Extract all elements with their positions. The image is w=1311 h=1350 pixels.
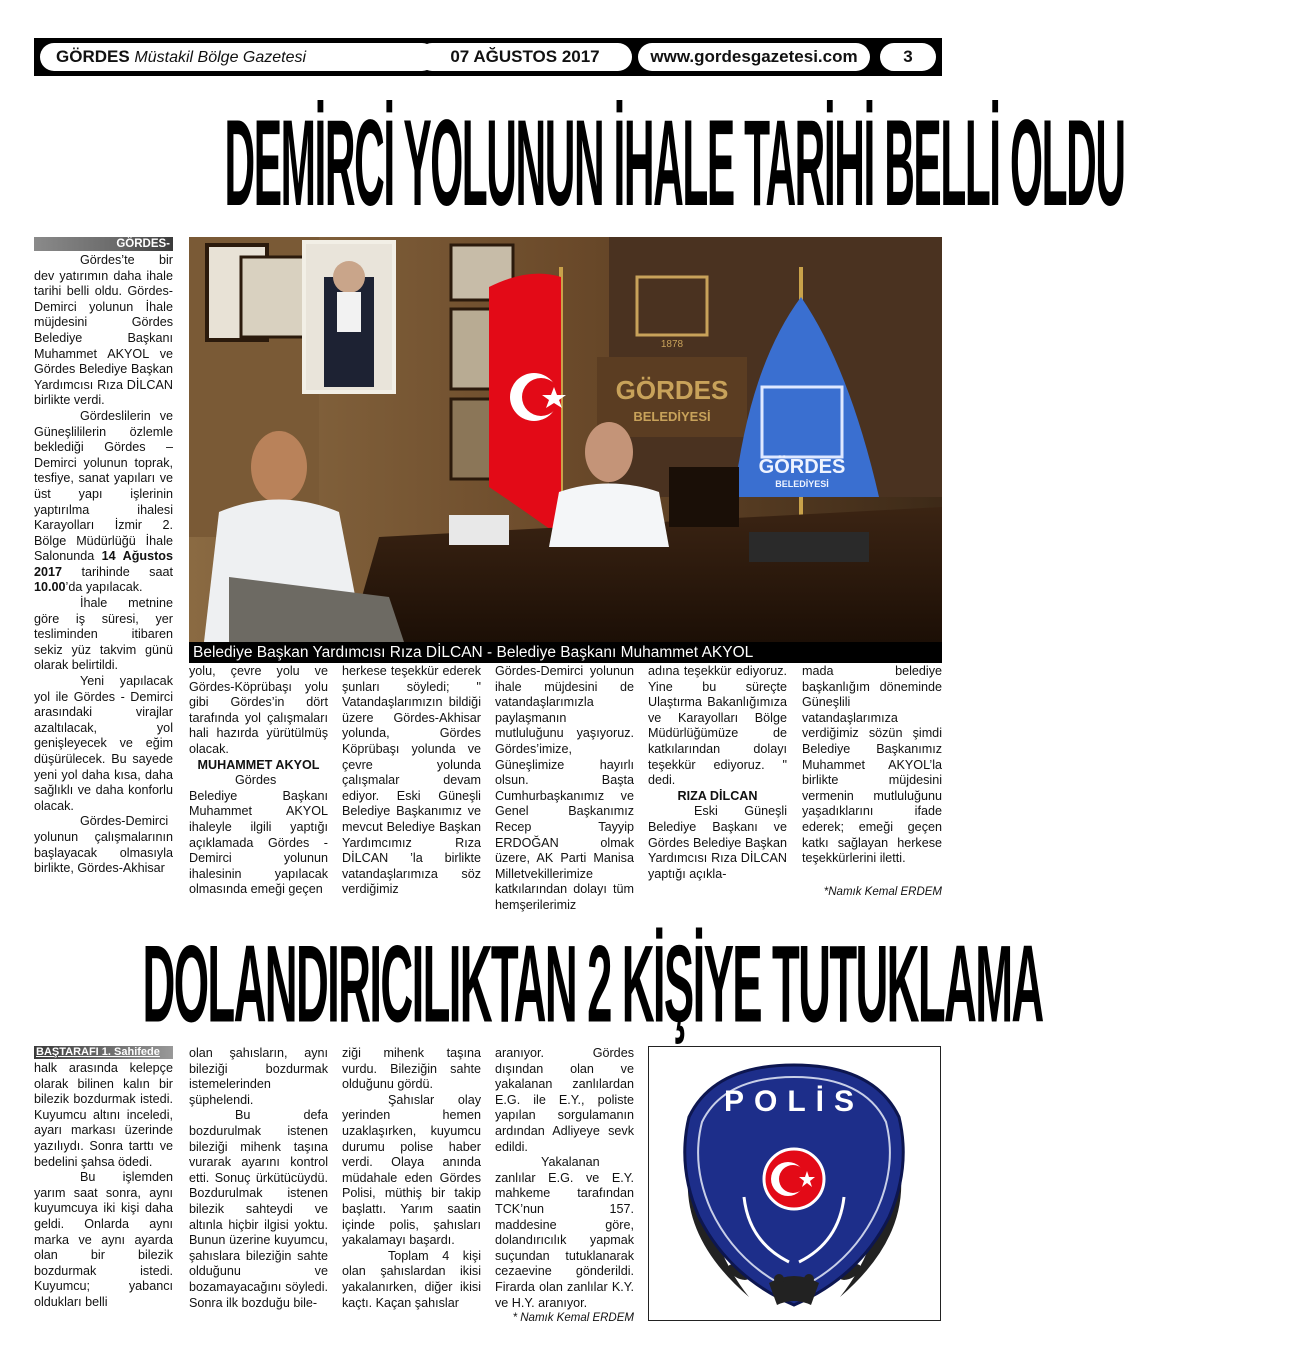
article1-paragraph: yolu, çevre yolu ve Gördes-Köprübaşı yolu gibi Gördes’in dört tarafında yol çalışmaları hali hazırda yürütülmüş olacak. <box>189 664 328 756</box>
article2-paragraph: Şahıslar olay yerinden hemen uzaklaşırken, kuyumcu durumu polise haber verdi. Olaya anında müdahale eden Gördes Polisi, müthiş bir takip başlattı. Yarım saatin içinde polis, şahısları yakalamayı başardı. <box>342 1092 481 1248</box>
article1-dateline: GÖRDES- <box>34 237 173 251</box>
article2-author-credit: * Namık Kemal ERDEM <box>512 1312 634 1325</box>
text-run: ’da yapılacak. <box>65 580 143 595</box>
continued-from-label <box>34 1046 173 1059</box>
article1-paragraph: Yeni yapılacak yol ile Gördes - Demirci arasındaki virajlar azaltılacak, yol genişleyecek ve eğim düşürülecek. Bu sayede yeni yol daha kısa, daha sağlıklı ve daha konforlu olacak. <box>34 674 173 813</box>
article1-column-3 <box>342 664 481 898</box>
police-badge-image <box>648 1046 941 1321</box>
sign-text-gordes: GÖRDES <box>615 375 729 405</box>
article1-paragraph: Gördes’te bir dev yatırımın daha ihale tarihi belli oldu. Gördes-Demirci yolunun İhale müjdesini Gördes Belediye Başkanı Muhammet AKYOL ve Gördes Belediye Başkan Yardımcısı Rıza DİLCAN birlikte verdi. <box>34 253 173 408</box>
article1-column-2 <box>189 664 328 898</box>
text-run: Gördeslilerin ve Güneşlililerin özlemle beklediği Gördes – Demirci yolunun toprak, tesfiye, sanat yapıları ve üst yapı işlerinin yaptırılma ihalesi Karayolları İzmir 2. Bölge Müdürlüğü İhale Salonunda <box>34 408 173 564</box>
article2-headline-text: DOLANDIRICILIKTAN 2 KİŞİYE TUTUKLAMA <box>142 921 1043 1045</box>
article2-paragraph: Bu işlemden yarım saat sonra, aynı kuyumcuya iki kişi daha geldi. Onlarda aynı marka ve aynı ayarda olan bir bilezik bozdurmak istedi. Kuyumcu; yabancı oldukları belli <box>34 1170 173 1309</box>
article1-headline <box>38 92 1125 232</box>
article2-paragraph: Bu defa bozdurulmak istenen bileziği mihenk taşına vurarak ayarını kontrol etti. Sonuç ürkütücüydü. Bozdurulmak istenen bilezik sahteydi ve altınla hiçbir ilgisi yoktu. Bunun üzerine kuyumcu, şahıslara bileziğin sahte olduğunu ve bozamayacağını söyledi. Sonra ilk bozduğu bile- <box>189 1108 328 1310</box>
page-number: 3 <box>880 43 936 71</box>
article2-paragraph: ziği mihenk taşına vurdu. Bileziğin sahte olduğunu gördü. <box>342 1046 481 1092</box>
subhead-dilcan: RIZA DİLCAN <box>677 788 758 803</box>
article1-headline-text: DEMİRCİ YOLUNUN İHALE TARİHİ BELLİ OLDU <box>224 94 1125 232</box>
subhead-akyol: MUHAMMET AKYOL <box>197 757 320 772</box>
office-photo-illustration <box>189 237 942 663</box>
flag-text-gordes: GÖRDES <box>758 456 846 478</box>
article2-paragraph: Yakalanan zanlılar E.G. ve E.Y. mahkeme tarafından TCK’nun 157. maddesine göre, dolandırıcılık yapmak suçundan tutuklanarak cezaevine gönderildi. Firarda olan zanlılar K.Y. ve H.Y. aranıyor. <box>495 1155 634 1310</box>
sign-text-belediyesi: BELEDİYESİ <box>633 409 711 424</box>
article1-paragraph: Gördes Belediye Başkanı Muhammet AKYOL ihaleyle ilgili yaptığı açıklamada Gördes - Demirci yolunun ihalesinin yapılacak olmasında emeği geçen <box>189 773 328 897</box>
issue-date: 07 AĞUSTOS 2017 <box>418 43 632 71</box>
article2-column-2 <box>189 1046 328 1311</box>
article2-paragraph: aranıyor. Gördes dışından olan ve yakalanan zanlılardan E.G. ile E.Y., poliste yapılan sorgulamanın ardından Adliyeye sevk edildi. <box>495 1046 634 1154</box>
article1-paragraph: Gördes-Demirci yolunun ihale müjdesini de vatandaşlarımızla paylaşmanın mutluluğunu yaşıyoruz. Gördes’imize, Güneşlimize hayırlı olsun. Başta Cumhurbaşkanımız ve Genel Başkanımız Recep Tayyip ERDOĞAN olmak üzere, AK Parti Manisa Milletvekillerimize katkılarından dolayı tüm hemşerilerimiz <box>495 664 634 912</box>
tender-date: 14 Ağustos 2017 <box>34 549 173 579</box>
article1-photo <box>189 237 942 663</box>
newspaper-title <box>40 43 436 71</box>
sign-text-year: 1878 <box>660 339 684 350</box>
article2-headline <box>38 920 1043 1045</box>
article2-paragraph: halk arasında kelepçe olarak bilinen kalın bir bilezik bozdurmak istedi. Kuyumcu altını inceledi, ayarı markası üzerinde yazılıydı. Sonra tarttı ve bedelini şahsa ödedi. <box>34 1061 173 1169</box>
article1-column-6 <box>802 664 942 900</box>
article1-paragraph: herkese teşekkür ederek şunları söyledi; " Vatandaşlarımızın bildiği üzere Gördes-Akhisar yolunda, Gördes Köprübaşı yolunda ve çevre yolunda çalışmalar devam ediyor. Eski Güneşli Belediye Başkanımız ve mevcut Belediye Başkan Yardımcımız Rıza DİLCAN ’la birlikte vatandaşlarımıza söz verdiğimiz <box>342 664 481 897</box>
article1-paragraph: Eski Güneşli Belediye Başkanı ve Gördes Belediye Başkan Yardımcısı Rıza DİLCAN yaptığı açıkla- <box>648 804 787 881</box>
flag-text-belediyesi: BELEDİYESİ <box>775 479 829 489</box>
article1-column-5 <box>648 664 787 882</box>
article1-paragraph: adına teşekkür ediyoruz. Yine bu süreçte Ulaştırma Bakanlığımıza ve Karayolları Bölge Müdürlüğümüze de katkılarından dolayı teşekkür ediyoruz. " dedi. <box>648 664 787 788</box>
website-link[interactable]: www.gordesgazetesi.com <box>638 43 870 71</box>
tender-time: 10.00 <box>34 580 66 595</box>
article1-paragraph: mada belediye başkanlığım döneminde Güneşlili vatandaşlarımıza verdiğimiz sözün şimdi Belediye Başkanımız Muhammet AKYOL’la birlikte müjdesini vermenin mutluluğunu yaşadıklarını ifade ederek; emeği geçen katkı sağlayan herkese teşekkürlerini iletti. <box>802 664 942 866</box>
article2-column-4 <box>495 1046 634 1327</box>
newspaper-subtitle: Müstakil Bölge Gazetesi <box>134 49 307 66</box>
continued-from-text: BAŞTARAFI 1. Sahifede <box>36 1046 160 1058</box>
article2-column-1 <box>34 1046 173 1311</box>
police-badge-icon <box>649 1047 940 1320</box>
masthead-bar <box>34 38 942 76</box>
article1-paragraph: İhale metnine göre iş süresi, yer tesliminden itibaren sekiz yüz takvim günü olarak belirtildi. <box>34 596 173 673</box>
newspaper-name: GÖRDES <box>56 47 130 66</box>
article1-paragraph <box>34 409 173 596</box>
article1-paragraph: Gördes-Demirci yolunun çalışmalarının başlayacak olmasıyla birlikte, Gördes-Akhisar <box>34 814 173 876</box>
article1-column-1 <box>34 237 173 877</box>
text-run: tarihinde saat <box>62 564 173 579</box>
article2-paragraph: Toplam 4 kişi olan şahıslardan ikisi yakalanırken, diğer ikisi kaçtı. Kaçan şahıslar <box>342 1248 481 1310</box>
article1-author-credit: *Namık Kemal ERDEM <box>823 885 942 898</box>
article2-column-3 <box>342 1046 481 1311</box>
article1-column-4 <box>495 664 634 914</box>
article2-paragraph: olan şahısların, aynı bileziği bozdurmak istemelerinden şüphelendi. <box>189 1046 328 1107</box>
badge-text: POLİS <box>723 1085 865 1118</box>
photo-caption: Belediye Başkan Yardımcısı Rıza DİLCAN - Belediye Başkanı Muhammet AKYOL <box>189 642 942 663</box>
